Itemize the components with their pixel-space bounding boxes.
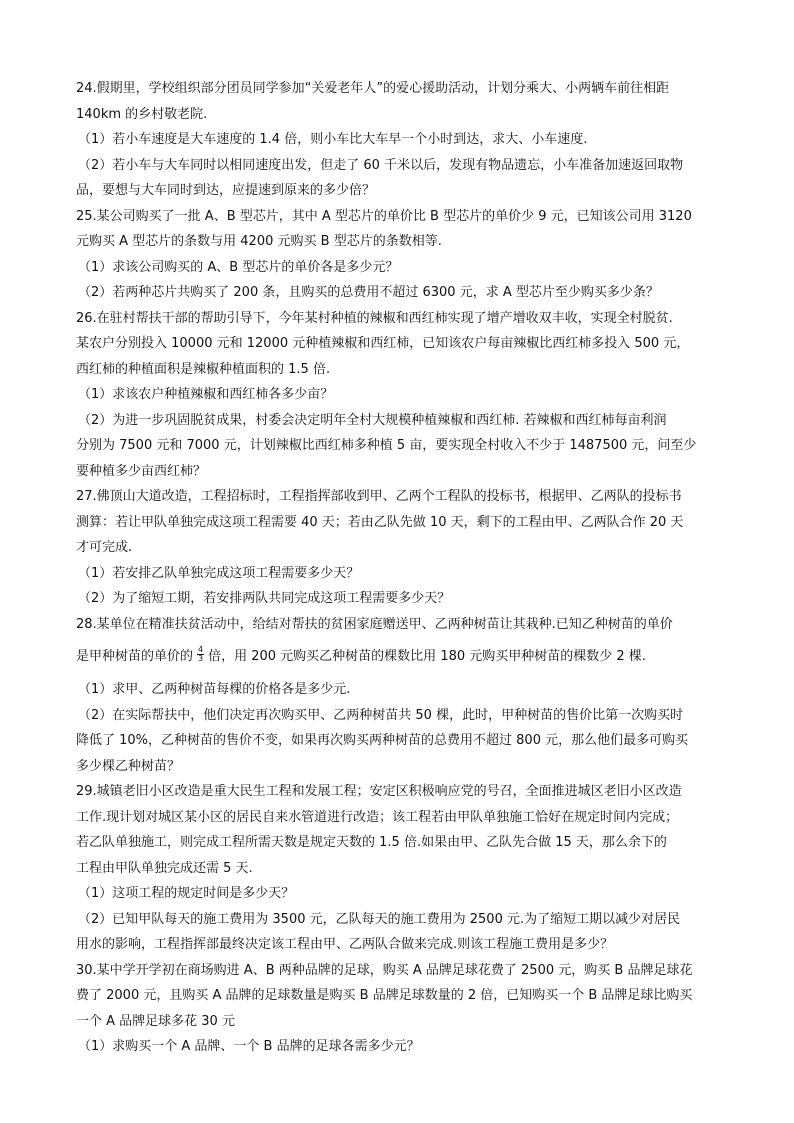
problem-24 bbox=[76, 76, 720, 204]
problem-29-question-2-line-2: 用水的影响，工程指挥部最终决定该工程由甲、乙两队合做来完成.则该工程施工费用是多少？ bbox=[76, 937, 614, 952]
problem-29-stem-line-4: 工程由甲队单独完成还需 5 天. bbox=[76, 860, 253, 876]
problem-26-stem-line-2: 某农户分别投入 10000 元和 12000 元种植辣椒和西红柿，已知该农户每亩辣椒比西红柿多投入 500 元， bbox=[76, 336, 690, 351]
problem-26-question-2-line-1: （2）为进一步巩固脱贫成果，村委会决定明年全村大规模种植辣椒和西红柿. 若辣椒和西红柿每亩利润 bbox=[78, 412, 667, 428]
fraction-denominator: 3 bbox=[198, 654, 204, 663]
problem-27-question-2: （2）为了缩短工期，若安排两队共同完成这项工程需要多少天？ bbox=[78, 591, 451, 606]
problem-28-question-2-line-2: 降低了 10%，乙种树苗的售价不变，如果再次购买两种树苗的总费用不超过 800 元，那么他们最多可购买 bbox=[76, 733, 689, 748]
problem-25-question-2: （2）若两种芯片共购买了 200 条，且购买的总费用不超过 6300 元，求 A 型芯片至少购买多少条？ bbox=[78, 285, 659, 300]
problem-24-question-2-line-1: （2）若小车与大车同时以相同速度出发，但走了 60 千米以后，发现有物品遗忘，小车准备加速返回取物 bbox=[78, 157, 684, 173]
problem-24-stem-line-1: 24.假期里，学校组织部分团员同学参加“关爱老年人”的爱心援助活动，计划分乘大、小两辆车前往相距 bbox=[76, 81, 670, 96]
problem-28-question-1: （1）求甲、乙两种树苗每棵的价格各是多少元. bbox=[78, 682, 351, 697]
problem-26 bbox=[76, 306, 720, 485]
fraction-four-thirds bbox=[197, 646, 204, 663]
problem-29-stem-line-2: 工作.现计划对城区某小区的居民自来水管道进行改造；该工程若由甲队单独施工恰好在规定时间内完成； bbox=[76, 809, 679, 825]
problem-28-stem-line-2-after: 倍，用 200 元购买乙种树苗的棵数比用 180 元购买甲种树苗的棵数少 2 棵. bbox=[208, 649, 646, 664]
problem-28-stem-line-2-before: 是甲种树苗的单价的 bbox=[76, 649, 194, 664]
problem-28-stem-line-1: 28.某单位在精准扶贫活动中，给结对帮扶的贫困家庭赠送甲、乙两种树苗让其栽种.已知乙种树苗的单价 bbox=[76, 616, 673, 632]
problem-27-question-1: （1）若安排乙队单独完成这项工程需要多少天？ bbox=[78, 565, 360, 581]
problem-26-stem-line-1: 26.在驻村帮扶干部的帮助引导下，今年某村种植的辣椒和西红柿实现了增产增收双丰收，实现全村脱贫. bbox=[76, 310, 673, 326]
problem-24-question-1: （1）若小车速度是大车速度的 1.4 倍，则小车比大车早一个小时到达，求大、小车速度. bbox=[78, 132, 588, 147]
problem-30-stem-line-2: 费了 2000 元，且购买 A 品牌的足球数量是购买 B 品牌足球数量的 2 倍，已知购买一个 B 品牌足球比购买 bbox=[76, 988, 693, 1003]
problem-29-question-1: （1）这项工程的规定时间是多少天？ bbox=[78, 886, 295, 901]
problem-27-stem-line-3: 才可完成. bbox=[76, 540, 133, 555]
problem-28 bbox=[76, 612, 720, 780]
problem-25-stem-line-1: 25.某公司购买了一批 A、B 型芯片，其中 A 型芯片的单价比 B 型芯片的单价少 9 元，已知该公司用 3120 bbox=[76, 208, 692, 224]
fraction-numerator: 4 bbox=[198, 645, 204, 654]
problem-28-question-2-line-3: 多少棵乙种树苗？ bbox=[76, 758, 181, 774]
problem-25 bbox=[76, 204, 720, 306]
problem-27 bbox=[76, 484, 720, 612]
problem-26-stem-line-3: 西红柿的种植面积是辣椒种植面积的 1.5 倍. bbox=[76, 361, 331, 377]
problem-29-stem-line-1: 29.城镇老旧小区改造是重大民生工程和发展工程；安定区积极响应党的号召，全面推进城区老旧小区改造 bbox=[76, 784, 682, 799]
problem-29-question-2-line-1: （2）已知甲队每天的施工费用为 3500 元，乙队每天的施工费用为 2500 元.为了缩短工期以减少对居民 bbox=[78, 911, 681, 927]
problem-26-question-1: （1）求该农户种植辣椒和西红柿各多少亩？ bbox=[78, 387, 334, 402]
problem-30-stem-line-3: 一个 A 品牌足球多花 30 元 bbox=[76, 1013, 235, 1029]
problem-24-question-2-line-2: 品，要想与大车同时到达，应提速到原来的多少倍？ bbox=[76, 183, 376, 198]
problem-25-stem-line-2: 元购买 A 型芯片的条数与用 4200 元购买 B 型芯片的条数相等. bbox=[76, 234, 442, 249]
problem-28-stem-line-2 bbox=[76, 637, 720, 677]
problem-27-stem-line-1: 27.佛顶山大道改造，工程招标时，工程指挥部收到甲、乙两个工程队的投标书，根据甲、乙两队的投标书 bbox=[76, 489, 682, 504]
problem-25-question-1: （1）求该公司购买的 A、B 型芯片的单价各是多少元？ bbox=[78, 259, 399, 275]
problem-29 bbox=[76, 779, 720, 958]
problem-30-stem-line-1: 30.某中学开学初在商场购进 A、B 两种品牌的足球，购买 A 品牌足球花费了 2500 元，购买 B 品牌足球花 bbox=[76, 962, 693, 978]
problem-29-stem-line-3: 若乙队单独施工，则完成工程所需天数是规定天数的 1.5 倍.如果由甲、乙队先合做 15 天，那么余下的 bbox=[76, 835, 667, 850]
problem-26-question-2-line-2: 分别为 7500 元和 7000 元，计划辣椒比西红柿多种植 5 亩，要实现全村收入不少于 1487500 元，问至少 bbox=[76, 438, 697, 453]
document-page bbox=[76, 76, 720, 1060]
problem-26-question-2-line-3: 要种植多少亩西红柿？ bbox=[76, 463, 207, 479]
problem-30 bbox=[76, 958, 720, 1060]
problem-24-stem-line-2: 140km 的乡村敬老院. bbox=[76, 106, 208, 122]
problem-30-question-1: （1）求购买一个 A 品牌、一个 B 品牌的足球各需多少元？ bbox=[78, 1039, 420, 1054]
problem-27-stem-line-2: 测算：若让甲队单独完成这项工程需要 40 天；若由乙队先做 10 天，剩下的工程由甲、乙两队合作 20 天 bbox=[76, 514, 684, 530]
problem-28-question-2-line-1: （2）在实际帮扶中，他们决定再次购买甲、乙两种树苗共 50 棵，此时，甲种树苗的售价比第一次购买时 bbox=[78, 707, 684, 723]
